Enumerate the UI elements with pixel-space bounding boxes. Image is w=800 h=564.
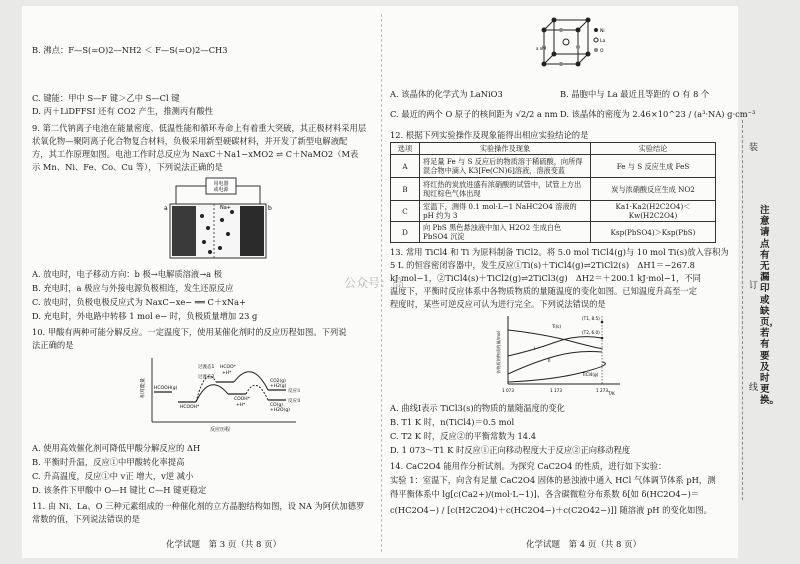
q11-stem: 11. 由 Ni、La、O 三种元素组成的一种催化剂的立方晶胞结构如图，设 NA 为阿伏加德罗 [32,501,365,511]
binding-line [742,120,753,500]
level-h2: +H2(g) [270,384,287,389]
q11-option-a: A. 该晶体的化学式为 LaNiO3 [390,89,503,99]
x-tick: 1 173 [550,388,562,393]
level-hcoo: HCOO* [220,365,236,370]
temperature-graph [494,312,624,396]
series-ticl4-label: TiCl4(g) [582,372,599,377]
table-cell: Fe 与 S 反应生成 FeS [591,155,716,178]
level-h2o: +H2O(g) [270,408,290,413]
cell-edge-label: a nm [536,46,547,51]
table-row [391,178,716,201]
legend-la: La [600,39,606,44]
binding-label-top: 装 [749,143,759,153]
q13-option-d: D. 1 073～T1 K 时反应①正向移动程度大于反应②正向移动程度 [390,445,631,455]
series-ii-label: II [548,358,551,363]
series-ti-label: Ti(s) [552,324,562,329]
level-cooh: COOH* [234,397,250,402]
q9-option-b: B. 充电时，a 极应与外接电源负极相连，发生还原反应 [32,283,234,293]
point-t2-label: (T2, 6.0) [582,330,600,335]
table-cell: C [391,201,420,222]
footer-page-4: 化学试题 第 4 页（共 8 页） [526,540,642,550]
binding-label-bottom: 线 [749,383,759,393]
table-cell: Ksp(PbSO4)＞Ksp(PbS) [591,222,716,243]
electrode-a-label: a [164,205,168,212]
q10-stem: 10. 甲酸有两种可能分解反应。一定温度下，使用某催化剂时的反应历程如图。下列说 [32,327,347,337]
q9-option-c: C. 放电时，负极电极反应式为 NaxC−xe− ══ C＋xNa+ [32,297,247,307]
binding-label-mid: 订 [749,281,759,291]
exam-sheet [22,6,756,558]
q11-stem: 常数的值，下列说法错误的是 [32,514,140,524]
legend-o: O [600,49,604,54]
q13-stem: 温度下，平衡时反应体系中各物质物质的量随温度的变化如图。已知温度升高至一定 [390,286,697,296]
table-header: 实验结论 [591,143,716,155]
table-cell: A [391,155,420,178]
source-label: 用电器 [213,181,229,187]
table-row [391,155,716,178]
q14-stem: c(HC2O4−) / [c(H2C2O4)＋c(HC2O4−)＋c(C2O42−)]] 随溶液 pH 的变化如图。 [390,505,712,515]
q13-option-b: B. T1 K 时，n(TiCl4)＝0.5 mol [390,417,515,427]
level-hcoo-h: +H* [222,371,232,376]
q13-option-c: C. T2 K 时，反应②的平衡常数为 14.4 [390,431,536,441]
battery-diagram [162,176,274,260]
series-i-label: I [534,346,536,351]
table-cell: D [391,222,420,243]
level-co2: CO2(g) [270,379,286,384]
q14-stem: 实验 1：室温下，向含有足量 CaC2O4 固体的悬浊液中通入 HCl 气体调节体系 pH，测 [390,475,716,485]
table-row [391,222,716,243]
graph-y-label: 各物质的物质的量/mol [496,331,501,374]
q13-option-a: A. 曲线Ⅰ表示 TiCl3(s)的物质的量随温度的变化 [390,403,565,413]
q10-stem: 法正确的是 [32,340,74,350]
q13-stem: 13. 常用 TiCl4 和 Ti 为原料制备 TiCl2。将 5.0 mol TiCl4(g)与 10 mol Ti(s)放入容积为 [390,247,729,257]
table-cell: Ka1·Ka2(H2C2O4)＜Kw(H2C2O4) [591,201,716,222]
point-t1-label: (T1, 8.5) [582,316,600,321]
table-header-row [391,143,716,155]
level-hcooh-star: HCOOH* [180,405,200,410]
q9-stem: 示 Mn、Ni、Fe、Co、Cu 等），下列说法正确的是 [32,162,223,172]
q11-option-c: C. 最近的两个 O 原子的核间距为 √2/2 a nm [390,109,558,119]
q9-stem: 方，其工作原理如图。电池工作时总反应为 NaxC＋Na1−xMO2 ⇌ C＋NaMO2（M表 [32,149,359,159]
table-header: 选项 [391,143,420,155]
ts1-label: 过渡态1 [198,365,215,370]
q13-stem: 5 L 的恒容密闭容器中，发生反应①Ti(s)＋TiCl4(g)⇌2TiCl2(s) ΔH1＝−267.8 [390,260,695,270]
q10-option-c: C. 升高温度，反应①中 v正 增大，v逆 减小 [32,471,194,481]
q8-option-b: B. 沸点：F—S(=O)2—NH2 ＜ F—S(=O)2—CH3 [32,45,228,55]
q9-option-a: A. 放电时，电子移动方向：b 极→电解质溶液→a 极 [32,269,223,279]
reaction-2-label: 反应② [288,399,300,404]
q9-stem: 状氧化物—聚阴离子化合物复合材料，负极采用新型硬碳材料，并开发了新型电解液配 [32,136,348,146]
q14-stem: 得平衡体系中 lg[c(Ca2+)/(mol·L−1)]、各含碳微粒分布系数 δ[如 δ(HC2O4−)＝ [390,489,700,499]
energy-profile-diagram [140,354,300,434]
ts2-label: 过渡态2 [198,375,215,380]
table-cell: 室温下，测得 0.1 mol·L−1 NaHC2O4 溶液的 pH 约为 3 [420,201,591,222]
x-tick: 1 073 [502,388,514,393]
table-cell: 将红热的炭放进盛有浓硝酸的试管中，试管上方出现红棕色气体出现 [420,178,591,201]
q13-stem: 程度时，某些可逆反应可认为进行完全。下列说法错误的是 [390,299,606,309]
q10-option-a: A. 使用高效催化剂可降低甲酸分解反应的 ΔH [32,443,201,453]
table-cell: 向 PbS 黑色悬浊液中加入 H2O2 生成白色 PbSO4 沉淀 [420,222,591,243]
source-label: 或电源 [213,187,229,193]
q9-stem: 9. 第二代钠离子电池在能量密度、低温性能和循环寿命上有着重大突破，其正极材料采用层 [32,123,367,133]
table-cell: B [391,178,420,201]
q8-option-c: C. 键能：甲中 S—F 键＞乙中 S—Cl 键 [32,93,180,103]
q11-option-d: D. 该晶体的密度为 2.46×10^23 / (a³·NA) g·cm⁻³ [560,109,756,119]
watermark: 公众号：高 [344,276,405,290]
energy-x-label: 反应历程 [210,427,231,433]
electrode-b-label: b [268,205,272,212]
q12-stem: 12. 根据下列实验操作及现象能得出相应实验结论的是 [390,130,589,140]
experiment-table [390,142,716,243]
q11-option-b: B. 晶胞中与 La 最近且等距的 O 有 8 个 [560,89,710,99]
q14-stem: 14. CaC2O4 能用作分析试剂。为探究 CaC2O4 的性质，进行如下实验： [390,461,667,471]
q8-option-d: D. 丙＋LiDFFSI 还有 CO2 产生，推测丙有酸性 [32,106,214,116]
q10-option-d: D. 该条件下甲酸中 O—H 键比 C—H 键更稳定 [32,485,207,495]
side-notice: 注意请点有无漏印或缺页，若有要及时更换。 [760,205,780,407]
reaction-1-label: 反应① [288,389,300,394]
level-cooh-h: +H* [236,403,246,408]
q13-stem: kJ·mol−1，②TiCl4(s)＋TiCl2(g)⇌2TiCl3(g) ΔH2＝＋200.1 kJ·mol−1，不同 [390,273,701,283]
crystal-cell-diagram [536,16,618,74]
q10-option-b: B. 平衡时升温，反应①中甲酸转化率提高 [32,457,185,467]
graph-x-label: T/K [608,391,615,396]
table-header: 实验操作及现象 [420,143,591,155]
table-row [391,201,716,222]
x-tick: 1 273 [596,388,608,393]
footer-page-3: 化学试题 第 3 页（共 8 页） [166,540,282,550]
q9-option-d: D. 充电时，外电路中转移 1 mol e− 时，负极质量增加 23 g [32,311,258,321]
ion-label: Na+ [220,205,231,211]
level-co: CO(g) [270,403,284,408]
legend-ni: Ni [600,29,605,34]
table-cell: 炭与浓硝酸反应生成 NO2 [591,178,716,201]
table-cell: 将足量 Fe 与 S 反应后的物质溶于稀硫酸，向所得混合物中滴入 K3[Fe(CN)6]溶液，溶液变蓝 [420,155,591,178]
energy-y-label: 相对能量 [140,377,146,398]
level-hcooh-g: HCOOH(g) [154,386,178,391]
